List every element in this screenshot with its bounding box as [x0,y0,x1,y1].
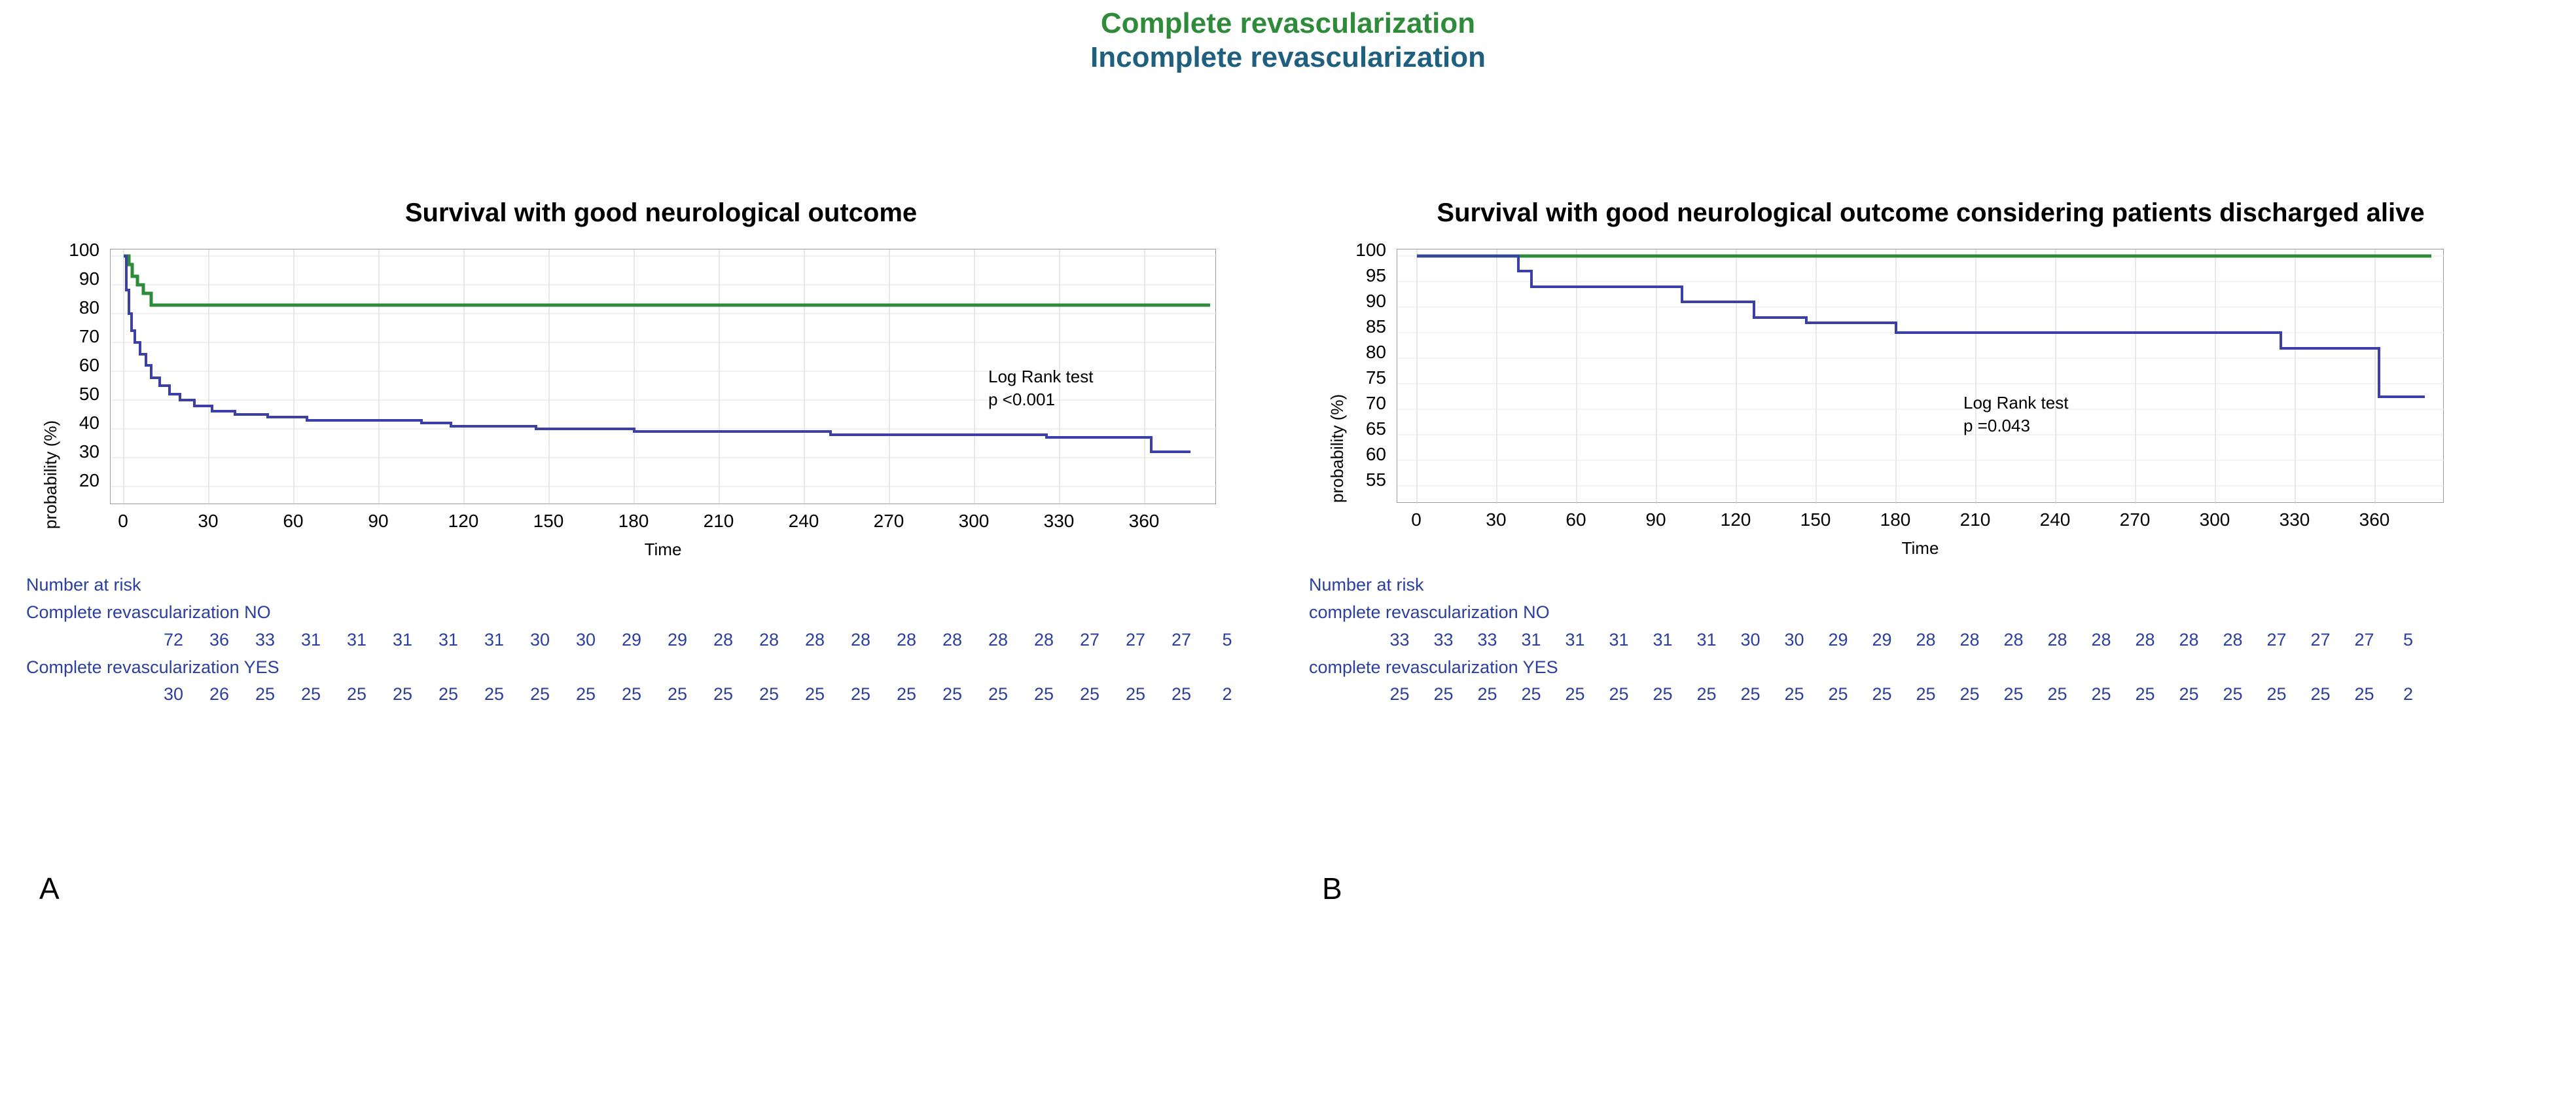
risk-value: 25 [2179,684,2199,705]
panel-b-xtick: 360 [2359,509,2390,530]
panel-a-xtick: 60 [283,511,304,531]
risk-value: 30 [575,629,596,650]
risk-value: 28 [942,629,963,650]
risk-value: 33 [255,629,276,650]
risk-value: 28 [2091,629,2111,650]
risk-value: 25 [1872,684,1892,705]
panel-b-xtick: 30 [1486,509,1507,530]
panel-a-xtick: 180 [618,511,649,531]
panel-a-ytick: 50 [79,384,99,404]
risk-value: 31 [1521,629,1541,650]
panel-a-annotation [988,365,1093,411]
risk-value: 25 [1171,684,1192,705]
risk-value: 30 [163,684,184,705]
panel-b-xtick: 60 [1565,509,1586,530]
risk-value: 25 [1609,684,1629,705]
risk-value: 27 [2310,629,2331,650]
panel-a-risk-group2-label: Complete revascularization YES [26,657,279,677]
panel-a-ytick: 40 [79,412,99,433]
panel-b-x-axis-label: Time [1901,538,1939,558]
risk-value: 25 [1033,684,1054,705]
risk-value: 25 [484,684,505,705]
panel-a-plot-wrap [26,241,1296,712]
panel-a-annotation-line2: p <0.001 [988,390,1055,410]
risk-value: 25 [759,684,779,705]
risk-value: 31 [1609,629,1629,650]
panel-a-letter: A [39,871,60,906]
risk-value: 29 [1828,629,1848,650]
risk-value: 25 [1433,684,1454,705]
risk-value: 28 [1959,629,1980,650]
risk-value: 29 [1872,629,1892,650]
panel-b-ytick: 75 [1365,367,1386,388]
panel-a-xtick: 0 [118,511,128,531]
panel-a-xtick: 270 [873,511,904,531]
panel-b-ytick: 80 [1365,342,1386,362]
panel-a-ytick: 90 [79,268,99,289]
risk-value: 31 [1653,629,1673,650]
panel-b-ytick: 60 [1365,444,1386,464]
panel-b-xtick: 150 [1800,509,1831,530]
panel-b-ytick: 65 [1365,418,1386,439]
panel-b-xtick: 240 [2039,509,2071,530]
risk-value: 28 [1033,629,1054,650]
risk-value: 31 [1696,629,1717,650]
panel-b-letter: B [1322,871,1342,906]
risk-value: 25 [2135,684,2155,705]
risk-value: 28 [850,629,871,650]
risk-value: 28 [2179,629,2199,650]
risk-value: 25 [621,684,642,705]
risk-value: 30 [1784,629,1804,650]
panel-a-risk-table [26,572,1250,708]
risk-value: 25 [1079,684,1100,705]
risk-value: 2 [1222,684,1232,705]
panel-a-xtick: 30 [198,511,219,531]
risk-value: 27 [1171,629,1192,650]
risk-value: 25 [1565,684,1585,705]
panel-b-ytick: 100 [1355,240,1386,260]
risk-value: 30 [529,629,550,650]
panel-b-risk-group2-label: complete revascularization YES [1309,657,1558,677]
panel-b-y-axis-label: probability (%) [1327,394,1347,503]
risk-value: 25 [529,684,550,705]
panel-a-risk-group1-label: Complete revascularization NO [26,602,271,622]
panel-a-ytick: 30 [79,441,99,462]
panel-a-risk-group2-values [151,681,1250,708]
panel-b-xtick: 210 [1959,509,1991,530]
risk-value: 27 [1079,629,1100,650]
risk-value: 25 [392,684,413,705]
panel-b-xtick: 180 [1880,509,1911,530]
risk-value: 25 [2266,684,2287,705]
panel-b-svg [1397,249,2444,504]
risk-value: 25 [804,684,825,705]
risk-value: 31 [484,629,505,650]
risk-value: 28 [2135,629,2155,650]
risk-value: 5 [2403,629,2414,650]
panel-b-ytick: 55 [1365,469,1386,490]
risk-value: 25 [850,684,871,705]
risk-value: 27 [2266,629,2287,650]
risk-value: 29 [667,629,688,650]
panel-a-annotation-line1: Log Rank test [988,367,1094,386]
panel-b-ytick: 85 [1365,316,1386,337]
risk-value: 25 [1653,684,1673,705]
risk-value: 27 [2354,629,2374,650]
risk-value: 25 [1125,684,1146,705]
panel-a-xtick: 360 [1128,511,1160,531]
risk-value: 25 [575,684,596,705]
risk-value: 28 [2223,629,2243,650]
risk-value: 28 [896,629,917,650]
risk-value: 26 [209,684,230,705]
panel-a-xtick: 330 [1043,511,1075,531]
panel-a-ytick: 80 [79,297,99,318]
panel-b-ytick: 90 [1365,291,1386,311]
risk-value: 25 [2047,684,2067,705]
risk-value: 25 [438,684,459,705]
risk-value: 25 [255,684,276,705]
panel-b-annotation-line1: Log Rank test [1963,393,2069,412]
panel-b [1309,196,2552,906]
risk-value: 25 [1696,684,1717,705]
risk-value: 30 [1740,629,1761,650]
legend-item-complete: Complete revascularization [1100,7,1476,39]
risk-value: 25 [1959,684,1980,705]
risk-value: 28 [2047,629,2067,650]
risk-value: 27 [1125,629,1146,650]
panel-a-xtick: 120 [448,511,479,531]
risk-value: 31 [300,629,321,650]
risk-value: 29 [621,629,642,650]
risk-value: 31 [438,629,459,650]
legend-item-incomplete: Incomplete revascularization [1090,41,1486,73]
risk-value: 2 [2403,684,2414,705]
risk-value: 33 [1477,629,1497,650]
panel-a-xtick: 300 [958,511,990,531]
panel-a-title: Survival with good neurological outcome [404,198,918,227]
risk-value: 25 [942,684,963,705]
panel-b-xtick: 120 [1720,509,1751,530]
risk-value: 25 [300,684,321,705]
risk-value: 25 [1521,684,1541,705]
risk-value: 25 [2354,684,2374,705]
risk-value: 28 [1916,629,1936,650]
panel-a-risk-group1-values [151,627,1250,654]
risk-value: 28 [713,629,734,650]
panel-a-ytick: 60 [79,355,99,375]
risk-value: 25 [1828,684,1848,705]
panel-b-risk-table [1309,572,2430,708]
risk-value: 33 [1389,629,1410,650]
panel-a [26,196,1296,906]
risk-value: 25 [2003,684,2024,705]
panel-a-ytick: 70 [79,326,99,346]
risk-value: 28 [988,629,1009,650]
risk-value: 33 [1433,629,1454,650]
panel-a-xtick: 150 [533,511,564,531]
risk-value: 25 [1740,684,1761,705]
panel-b-risk-title: Number at risk [1309,575,1424,595]
risk-value: 25 [667,684,688,705]
risk-value: 31 [1565,629,1585,650]
panel-b-xtick: 300 [2199,509,2230,530]
panel-b-xtick: 270 [2119,509,2151,530]
risk-value: 25 [896,684,917,705]
panel-a-xtick: 210 [703,511,734,531]
risk-value: 72 [163,629,184,650]
panel-b-risk-group2-values [1378,681,2430,708]
risk-value: 28 [759,629,779,650]
panel-b-risk-group1-values [1378,627,2430,654]
panel-a-ytick: 20 [79,470,99,490]
risk-value: 25 [346,684,367,705]
panel-b-title: Survival with good neurological outcome considering patients discharged alive [1437,198,2425,227]
panel-b-plot-area [1397,249,2444,503]
panel-a-y-axis-label: probability (%) [41,420,60,529]
panel-b-plot-wrap [1309,241,2552,712]
risk-value: 25 [2223,684,2243,705]
risk-value: 28 [2003,629,2024,650]
risk-value: 25 [1784,684,1804,705]
panel-a-xtick: 240 [788,511,819,531]
panel-a-series-incomplete [124,256,1190,452]
panel-b-series-incomplete [1417,256,2425,397]
panel-a-series-complete [124,256,1210,305]
panel-a-ytick: 100 [69,240,99,260]
panel-b-ytick: 70 [1365,393,1386,413]
legend [0,7,2576,75]
risk-value: 25 [1916,684,1936,705]
panel-a-risk-title: Number at risk [26,575,141,595]
risk-value: 36 [209,629,230,650]
panel-b-xtick: 90 [1645,509,1666,530]
risk-value: 25 [2091,684,2111,705]
risk-value: 25 [2310,684,2331,705]
risk-value: 25 [713,684,734,705]
risk-value: 28 [804,629,825,650]
risk-value: 25 [1477,684,1497,705]
risk-value: 31 [346,629,367,650]
panel-b-xtick: 330 [2279,509,2310,530]
panel-a-x-axis-label: Time [644,540,682,559]
panel-b-annotation [1963,392,2068,437]
risk-value: 25 [988,684,1009,705]
panel-b-annotation-line2: p =0.043 [1963,416,2030,436]
panel-b-risk-group1-label: complete revascularization NO [1309,602,1550,622]
panel-a-xtick: 90 [368,511,389,531]
risk-value: 31 [392,629,413,650]
panel-b-ytick: 95 [1365,265,1386,285]
panel-b-xtick: 0 [1411,509,1422,530]
risk-value: 25 [1389,684,1410,705]
risk-value: 5 [1222,629,1232,650]
